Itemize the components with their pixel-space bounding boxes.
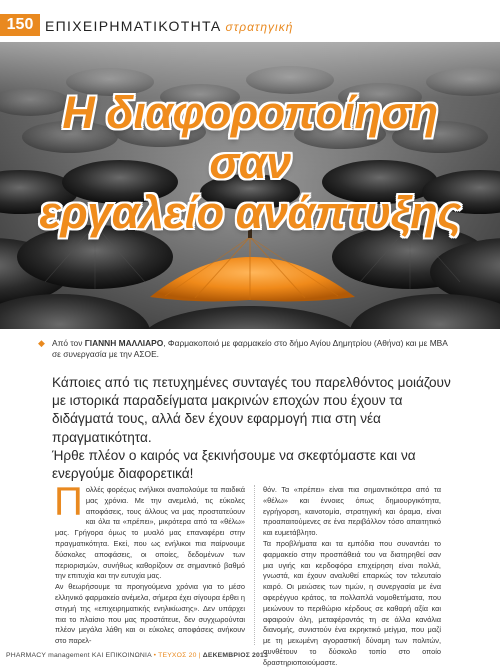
orange-umbrella: [150, 228, 355, 301]
article-title-line-2: σαν: [209, 137, 291, 188]
section-title: [45, 16, 293, 37]
page-footer: [6, 652, 500, 659]
drop-cap: Π: [54, 480, 83, 524]
author-name: ΓΙΑΝΝΗ ΜΑΛΛΙΑΡΟ: [84, 338, 164, 348]
section-label: ΕΠΙΧΕΙΡΗΜΑΤΙΚΟΤΗΤΑ: [45, 18, 222, 34]
author-bio: , Φαρμακοποιό με φαρμακείο στο δήμο Αγίου Δημητρίου (Αθήνα) και με MBA σε συνεργασία με την ΑΣΟΕ.: [52, 338, 448, 359]
page-number: 150: [0, 14, 40, 36]
article-title-line-1: Η διαφοροποίηση: [62, 87, 438, 138]
author-prefix: Από τον: [52, 338, 83, 348]
body-column-2-text: θόν. Τα «πρέπει» είναι πια σημαντικότερα από τα «θέλω» και έννοιες όπως δημιουργικότητα, εγρήγορση, καινοτομία, στρατηγική και όραμα, είναι προαπαιτούμενες σε ένα περιβάλλον τόσο απαιτητικό και ευμετάβλητο. Τα προβλήματα και τα εμπόδια που συναντάει το φαρμακείο στην προσπάθειά του να διατηρηθεί σαν μια υγιής και κερδοφόρα επιχείρηση είναι πολλά, γνωστά, και έχουν αναλυθεί επαρκώς τον τελευταίο καιρό. Οι μειώσεις των τιμών, η συνεργασία με ένα αφερέγγυο κράτος, τα πολλαπλά νομοθετήματα, που μειώνουν το περιθώριο κέρδους σε καθαρή αξία και αφαιρούν όλη, μεταφέροντάς τη σε άλλα κανάλια διανομής, συνιστούν ένα εκρηκτικό μείγμα, που μαζί με τη μειωμένη αγοραστική δύναμη των πολιτών, συνθέτουν το δύσκολο τοπίο στο οποίο δραστηριοποιούμαστε.: [263, 485, 441, 667]
page-header: [0, 14, 500, 38]
hero-image: [0, 42, 500, 329]
author-credit: [38, 338, 452, 360]
column-divider: [254, 485, 255, 645]
article-title-line-3: εργαλείο ανάπτυξης: [39, 187, 461, 238]
body-column-1-text: ολλές φορέςως ενήλικοι αναπολούμε τα παιδικά μας χρόνια. Με την ανεμελιά, τις εύκολες αποφάσεις, τους άλλους να μας προστατεύουν και όλα τα «πρέπει», μικρότερα από τα «θέλω» μας. Γρήγορα όμως το μυαλό μας επαναφέρει στην πραγματικότητα. Εκεί, που ως ενήλικοι πια παίρνουμε δύσκολες αποφάσεις, οι οποίες, δεδομένων των περιορισμών, συνήθως καθορίζουν σε σημαντικό βαθμό την επιτυχία και την ευτυχία μας. Αν θεωρήσουμε τα προηγούμενα χρόνια για το μέσο ελληνικό φαρμακείο ανέμελα, σήμερα έχει σίγουρα έρθει η στιγμή της «επιχειρηματικής ενηλικίωσης». Δεν υπάρχει πια το πλαίσιο που μας προστάτευε, δεν συγχωρούνται πλέον μεγάλα λάθη και οι εύκολες αποφάσεις ανήκουν στο παρελ-: [55, 485, 245, 646]
issue-date: ΔΕΚΕΜΒΡΙΟΣ 2013: [202, 652, 268, 659]
subsection-label: στρατηγική: [225, 20, 294, 34]
magazine-name: PHARMACY management ΚΑΙ ΕΠΙΚΟΙΝΩΝΙΑ: [6, 652, 152, 659]
lead-paragraph-1: Κάποιες από τις πετυχημένες συνταγές του παρελθόντος μοιάζουν με ιστορικά παραδείγματα μακρινών εποχών που έχουν τα διδάγματά τους, αλλά δεν έχουν εφαρμογή πια στη νέα πραγματικότητα.: [52, 375, 451, 445]
diamond-icon: ◆: [38, 338, 45, 348]
body-column-1: [54, 480, 245, 647]
issue-number: • ΤΕΥΧΟΣ 20 |: [153, 652, 201, 659]
article-lead: [52, 374, 464, 483]
lead-paragraph-2: Ήρθε πλέον ο καιρός να ξεκινήσουμε να σκεφτόμαστε και να ενεργούμε διαφορετικά!: [52, 447, 416, 482]
body-column-2: [263, 485, 441, 669]
